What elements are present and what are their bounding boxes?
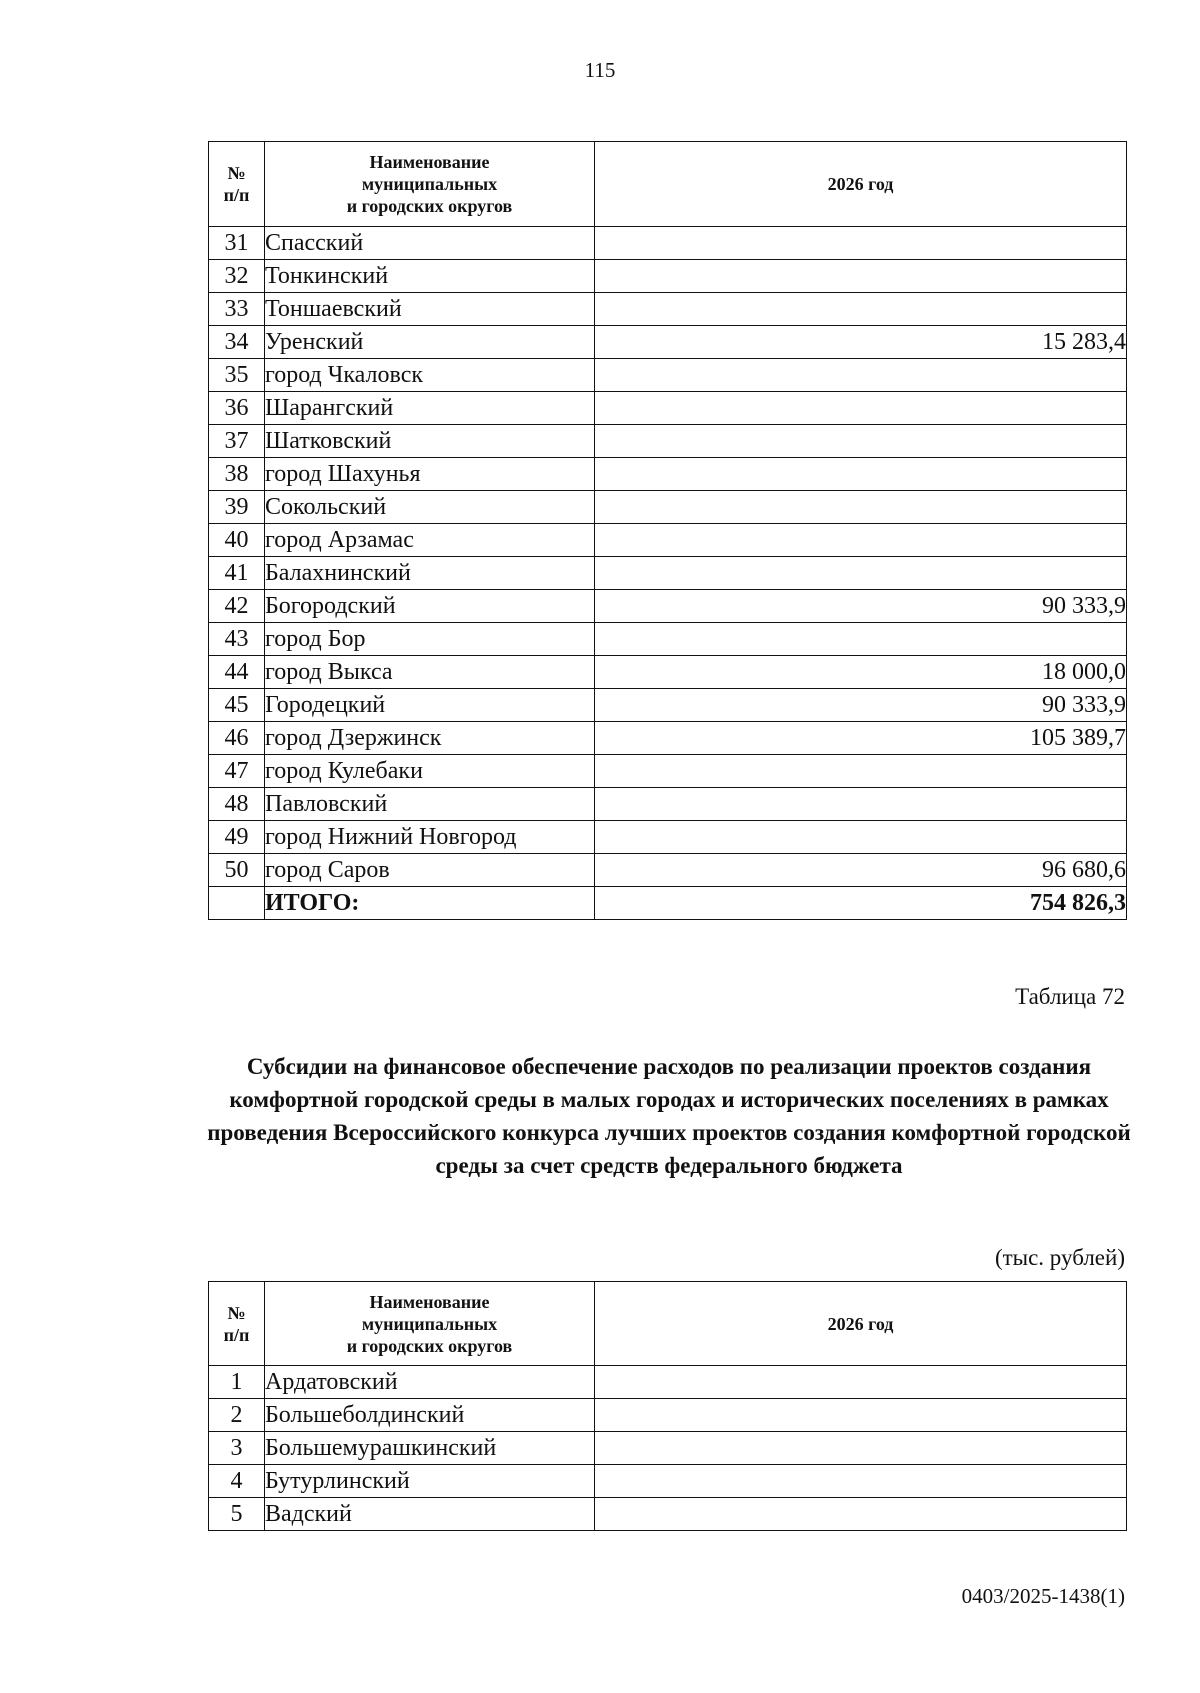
- row-number: 32: [209, 260, 265, 293]
- table-row: [209, 260, 1127, 293]
- row-number: 38: [209, 458, 265, 491]
- municipality-name: Уренский: [265, 326, 595, 359]
- table-row: [209, 491, 1127, 524]
- amount-cell: [595, 1399, 1127, 1432]
- header-year-text: 2026 год: [827, 1313, 894, 1334]
- municipality-name: Бутурлинский: [265, 1465, 595, 1498]
- municipality-name: Большеболдинский: [265, 1399, 595, 1432]
- table-row: [209, 689, 1127, 722]
- row-number: 35: [209, 359, 265, 392]
- municipality-name: Городецкий: [265, 689, 595, 722]
- table-row: [209, 227, 1127, 260]
- amount-cell: [595, 293, 1127, 326]
- table-row: [209, 458, 1127, 491]
- municipality-name: Павловский: [265, 788, 595, 821]
- row-number: 1: [209, 1366, 265, 1399]
- table-row: [209, 326, 1127, 359]
- municipality-name: Балахнинский: [265, 557, 595, 590]
- municipality-name: Вадский: [265, 1498, 595, 1531]
- row-number: 50: [209, 854, 265, 887]
- header-municipality: [265, 1282, 595, 1366]
- total-row: [209, 887, 1127, 920]
- row-number: 42: [209, 590, 265, 623]
- row-number: 47: [209, 755, 265, 788]
- amount-cell: [595, 623, 1127, 656]
- amount-cell: 96 680,6: [595, 854, 1127, 887]
- table-row: [209, 1498, 1127, 1531]
- header-municipality-text: Наименование муниципальных и городских округов: [346, 1291, 513, 1356]
- subsidy-table: [208, 1281, 1127, 1531]
- table-row: [209, 656, 1127, 689]
- municipality-name: Богородский: [265, 590, 595, 623]
- total-number-cell: [209, 887, 265, 920]
- header-number-text: № п/п: [223, 163, 250, 205]
- table-body: [209, 227, 1127, 920]
- table-row: [209, 1366, 1127, 1399]
- amount-cell: 15 283,4: [595, 326, 1127, 359]
- row-number: 37: [209, 425, 265, 458]
- table-title: Субсидии на финансовое обеспечение расходов по реализации проектов создания комфортной городской среды в малых городах и исторических поселениях в рамках проведения Всероссийского конкурса лучших проектов создания комфортной городской среды за счет средств федерального бюджета: [207, 1054, 1131, 1178]
- amount-cell: [595, 1432, 1127, 1465]
- row-number: 33: [209, 293, 265, 326]
- total-label: ИТОГО:: [265, 887, 595, 920]
- amount-cell: [595, 788, 1127, 821]
- amount-cell: [595, 755, 1127, 788]
- amount-cell: 18 000,0: [595, 656, 1127, 689]
- amount-cell: [595, 491, 1127, 524]
- table-row: [209, 1399, 1127, 1432]
- table-row: [209, 524, 1127, 557]
- municipality-name: город Арзамас: [265, 524, 595, 557]
- row-number: 40: [209, 524, 265, 557]
- units-label: (тыс. рублей): [994, 1245, 1125, 1270]
- table-header-row: [209, 1282, 1127, 1366]
- municipality-name: Спасский: [265, 227, 595, 260]
- table-row: [209, 425, 1127, 458]
- amount-cell: [595, 557, 1127, 590]
- row-number: 44: [209, 656, 265, 689]
- header-number: [209, 1282, 265, 1366]
- table-row: [209, 821, 1127, 854]
- page-number: 115: [584, 58, 616, 82]
- amount-cell: [595, 524, 1127, 557]
- header-year: [595, 142, 1127, 227]
- table-row: [209, 1465, 1127, 1498]
- table-row: [209, 854, 1127, 887]
- table-body: [209, 1366, 1127, 1531]
- row-number: 3: [209, 1432, 265, 1465]
- amount-cell: 90 333,9: [595, 590, 1127, 623]
- row-number: 46: [209, 722, 265, 755]
- header-number: [209, 142, 265, 227]
- table-row: [209, 623, 1127, 656]
- table-row: [209, 557, 1127, 590]
- table-row: [209, 755, 1127, 788]
- amount-cell: [595, 1465, 1127, 1498]
- row-number: 4: [209, 1465, 265, 1498]
- header-municipality-text: Наименование муниципальных и городских округов: [346, 152, 513, 216]
- table-number-label: Таблица 72: [1015, 984, 1125, 1009]
- municipality-name: город Чкаловск: [265, 359, 595, 392]
- municipality-name: город Шахунья: [265, 458, 595, 491]
- amount-cell: [595, 260, 1127, 293]
- table-row: [209, 788, 1127, 821]
- municipality-name: Тонкинский: [265, 260, 595, 293]
- row-number: 49: [209, 821, 265, 854]
- table-row: [209, 722, 1127, 755]
- header-year-text: 2026 год: [827, 174, 894, 194]
- row-number: 39: [209, 491, 265, 524]
- municipality-name: город Нижний Новгород: [265, 821, 595, 854]
- row-number: 45: [209, 689, 265, 722]
- document-code: 0403/2025-1438(1): [961, 1584, 1125, 1608]
- amount-cell: [595, 1498, 1127, 1531]
- municipality-name: город Дзержинск: [265, 722, 595, 755]
- header-number-text: № п/п: [223, 1302, 250, 1345]
- row-number: 41: [209, 557, 265, 590]
- table-row: [209, 1432, 1127, 1465]
- row-number: 31: [209, 227, 265, 260]
- amount-cell: 105 389,7: [595, 722, 1127, 755]
- row-number: 2: [209, 1399, 265, 1432]
- municipality-name: город Саров: [265, 854, 595, 887]
- total-value: 754 826,3: [595, 887, 1127, 920]
- amount-cell: [595, 227, 1127, 260]
- row-number: 34: [209, 326, 265, 359]
- municipality-name: город Бор: [265, 623, 595, 656]
- municipality-name: Сокольский: [265, 491, 595, 524]
- municipality-name: Шатковский: [265, 425, 595, 458]
- amount-cell: [595, 1366, 1127, 1399]
- table-header-row: [209, 142, 1127, 227]
- header-year: [595, 1282, 1127, 1366]
- table-row: [209, 359, 1127, 392]
- municipality-name: Большемурашкинский: [265, 1432, 595, 1465]
- municipality-name: Тоншаевский: [265, 293, 595, 326]
- row-number: 43: [209, 623, 265, 656]
- amount-cell: [595, 359, 1127, 392]
- row-number: 5: [209, 1498, 265, 1531]
- row-number: 48: [209, 788, 265, 821]
- table-row: [209, 590, 1127, 623]
- amount-cell: [595, 821, 1127, 854]
- table-row: [209, 293, 1127, 326]
- municipality-name: город Кулебаки: [265, 755, 595, 788]
- municipality-name: город Выкса: [265, 656, 595, 689]
- row-number: 36: [209, 392, 265, 425]
- amount-cell: [595, 392, 1127, 425]
- municipality-name: Шарангский: [265, 392, 595, 425]
- municipality-name: Ардатовский: [265, 1366, 595, 1399]
- amount-cell: [595, 425, 1127, 458]
- amount-cell: [595, 458, 1127, 491]
- allocation-table-continued: [208, 141, 1127, 920]
- amount-cell: 90 333,9: [595, 689, 1127, 722]
- table-row: [209, 392, 1127, 425]
- header-municipality: [265, 142, 595, 227]
